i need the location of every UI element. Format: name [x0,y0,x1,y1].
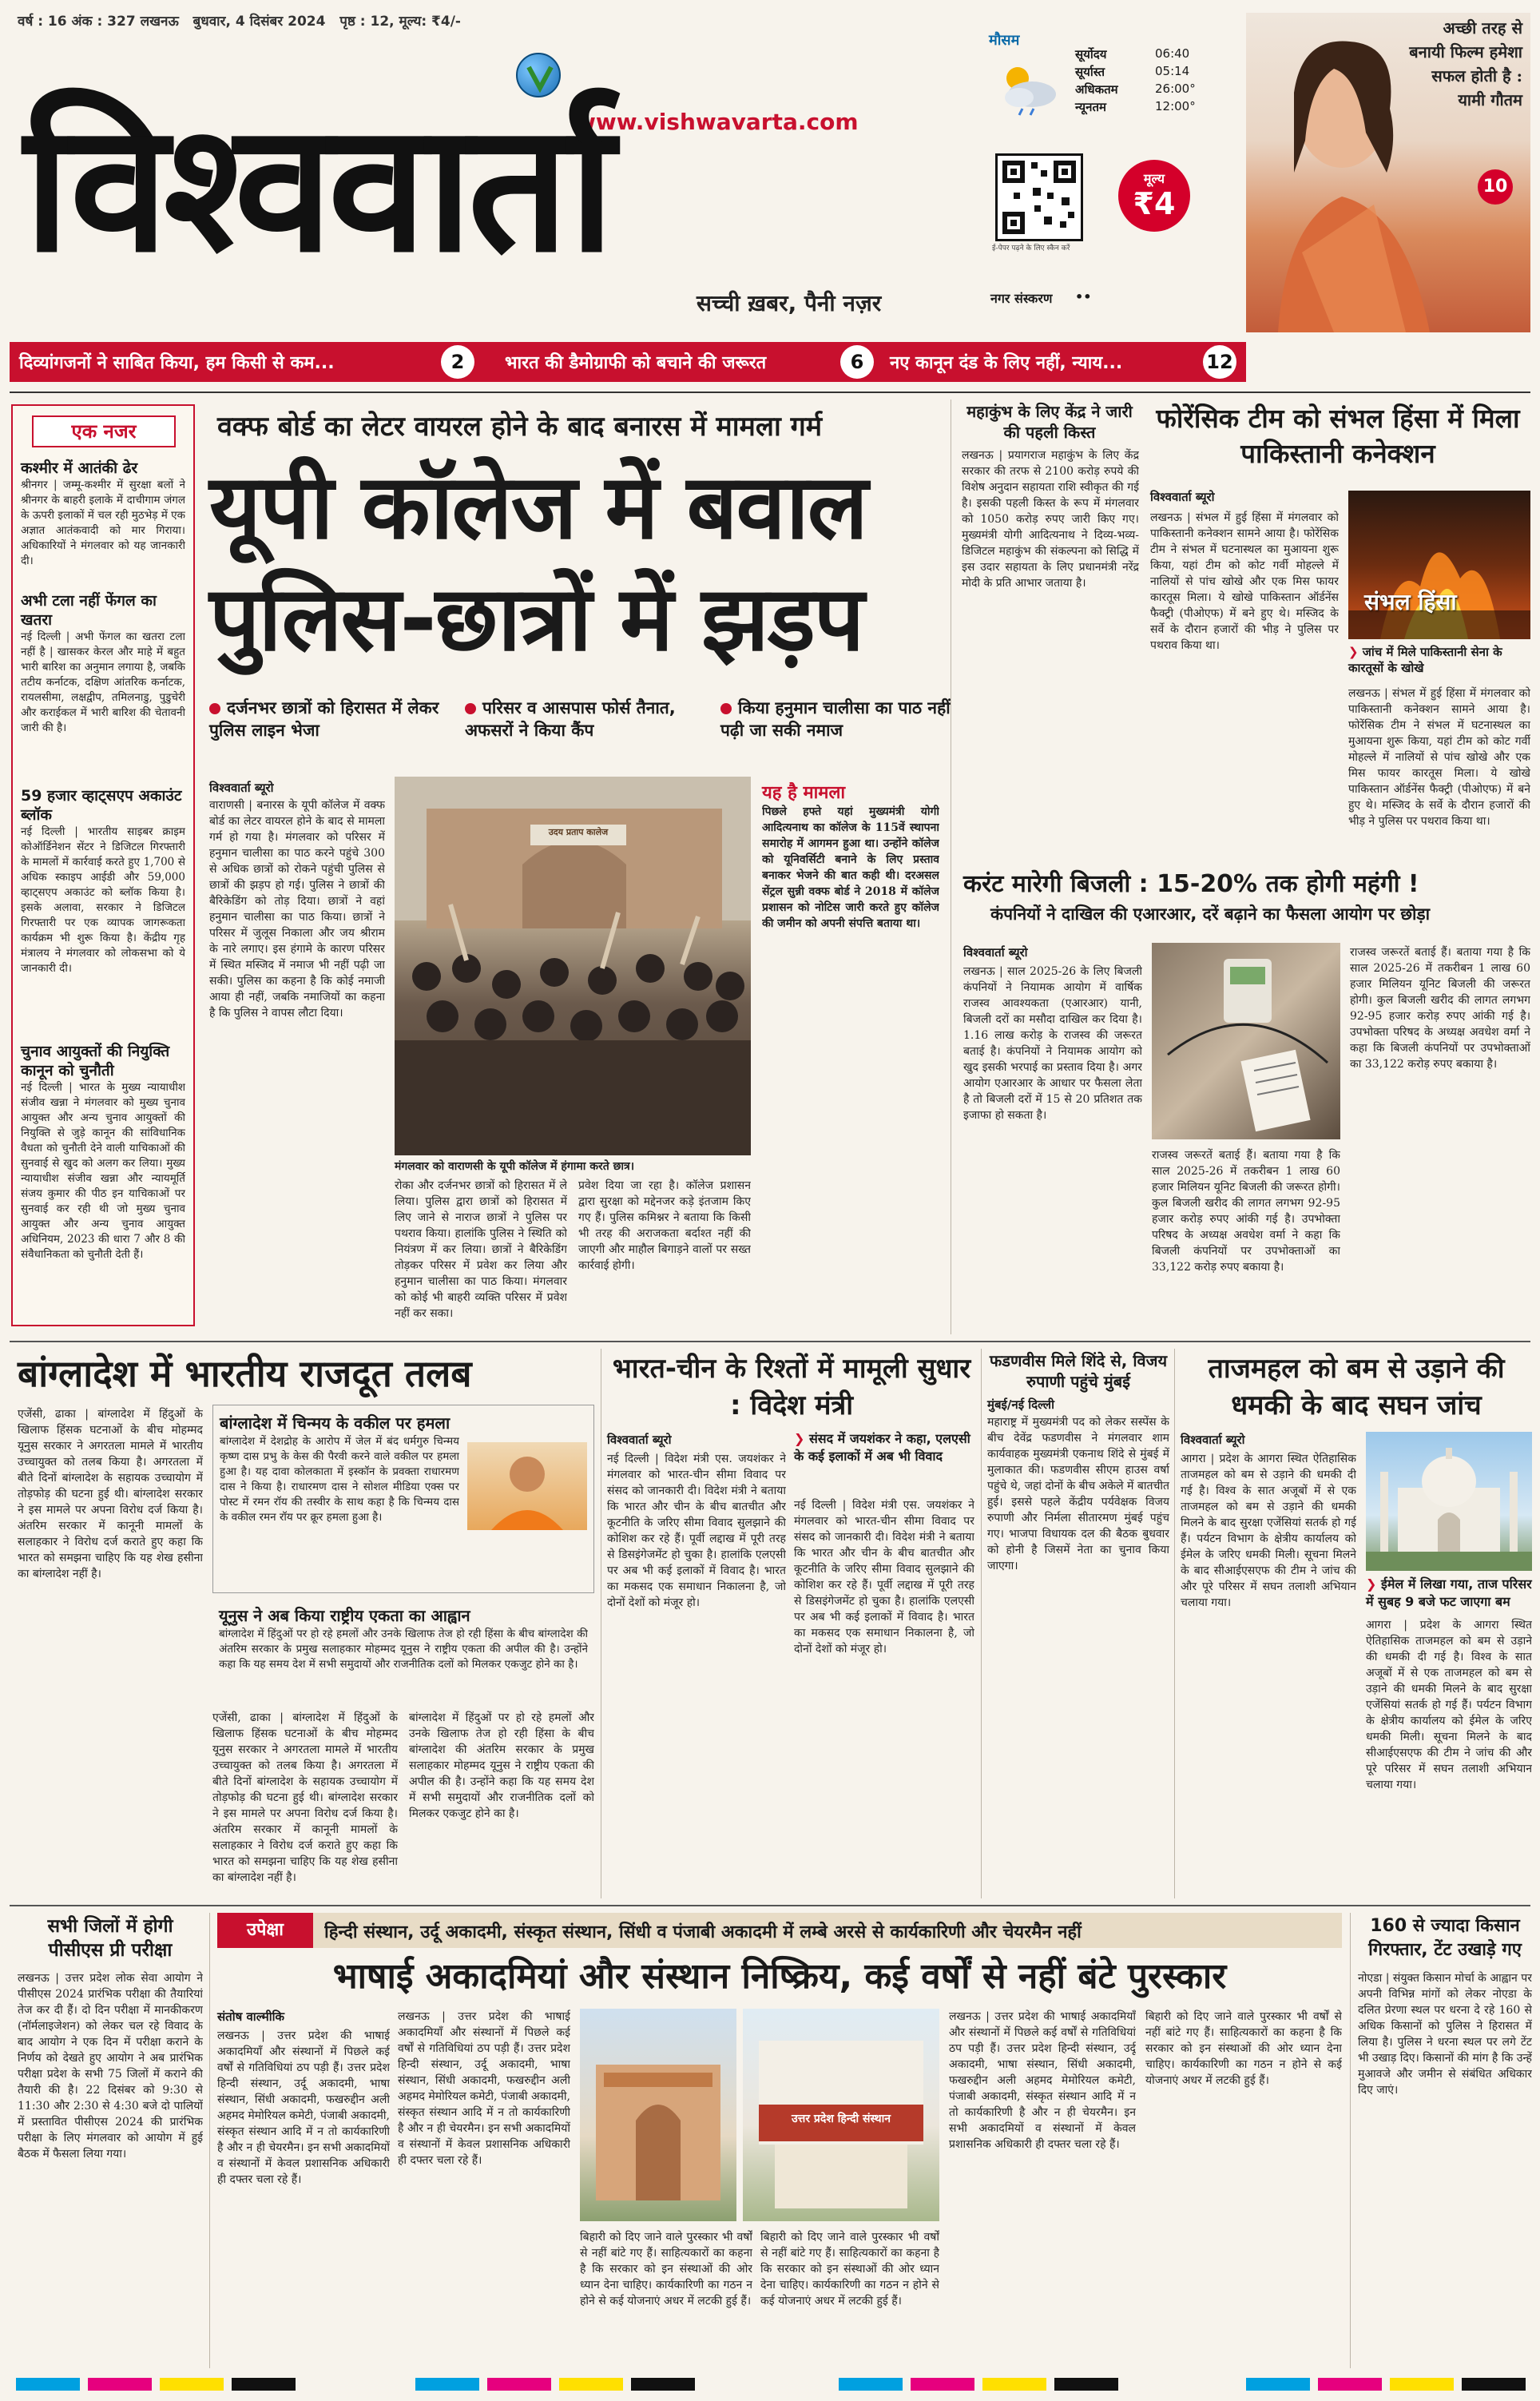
lead-bullets [209,692,960,769]
chinmay-photo[interactable] [467,1442,587,1530]
masthead [0,0,1540,336]
teaser-text[interactable]: भारत की डैमोग्राफी को बचाने की जरूरत [505,353,767,373]
story-subhead: कंपनियों ने दाखिल की एआरआर, दरें बढ़ाने का फैसला आयोग पर छोड़ा [990,904,1431,924]
divider [1174,1349,1175,1898]
story-byline: मुंबई/नई दिल्ली [987,1397,1054,1412]
weather-value: 06:40 [1155,46,1190,61]
lead-photo[interactable] [395,777,751,1155]
story-headline[interactable]: महाकुंभ के लिए केंद्र ने जारी की पहली किस्त [966,402,1133,442]
story-byline: विश्ववार्ता ब्यूरो [963,945,1028,960]
side-box-body: पिछले हफ्ते यहां मुख्यमंत्री योगी आदित्यनाथ का कॉलेज के 115वें स्थापना समारोह में आगमन हुआ था। उन्होंने कॉलेज को यूनिवर्सिटी बनाने के लिए प्रस्ताव बनाकर भेजने की बात कही थी। दरअसल सेंट्रल सुन्नी वक्फ बोर्ड ने 2018 में कॉलेज प्रशासन को नोटिस जारी करते हुए कॉलेज की जमीन को अपनी संपत्ति बताया था। [762,805,939,930]
story-byline: विश्ववार्ता ब्यूरो [1181,1433,1245,1447]
masthead-logo: विश्ववार्ता [24,85,610,292]
caret-icon: ❯ [794,1431,809,1446]
lead-photo-sign: उदय प्रताप कालेज [548,827,609,837]
story-body: लखनऊ | संभल में हुई हिंसा में मंगलवार को पाकिस्तानी कनेक्शन सामने आया है। फोरेंसिक टीम ने संभल में घटनास्थल का मुआयना शुरू किया, यहां टीम को कोट गर्वी मोहल्ले में नालियों से पांच खोखे और एक मिस फायर कारतूस मिला। ये खोखे पाकिस्तान ऑर्डनेंस फैक्ट्री (पीओएफ) में बने हुए थे। मस्जिद के सर्वे के दौरान हजारों की भीड़ ने पुलिस पर पथराव किया था। [1150,511,1339,652]
upeksha-banner [217,1913,1342,1948]
sub-story-headline[interactable]: बांग्लादेश में चिन्मय के वकील पर हमला [220,1413,450,1433]
story-body: लखनऊ | प्रयागराज महाकुंभ के लिए केंद्र सरकार की तरफ से 2100 करोड़ रुपये की विशेष अनुदान सहायता राशि स्वीकृत की गई है। इसकी पहली किस्त के रूप में मंगलवार को 1050 करोड़ रुपए जारी किए गए। मुख्यमंत्री योगी आदित्यनाथ ने दिव्य-भव्य-डिजिटल महाकुंभ की संकल्पना को सिद्धि में इस उदार सहायता के लिए प्रधानमंत्री नरेंद्र मोदी के प्रति आभार जताया है। [962,449,1139,590]
upeksha-label: उपेक्षा [217,1913,313,1948]
weather-title: मौसम [989,32,1020,49]
news-brief-body: नई दिल्ली | भारतीय साइबर क्राइम कोऑर्डिनेशन सेंटर ने डिजिटल गिरफ्तारी के मामलों में कार्रवाई करते हुए 1,700 से अधिक स्काइप आईडी और 59,000 व्हाट्सएप अकाउंट को ब्लॉक किया है। इसके अलावा, सरकार ने डिजिटल गिरफ्तारी पर एक व्यापक जागरूकता कार्यक्रम भी शुरू किया है। केंद्रीय गृह मंत्रालय ने मंगलवार को लोकसभा को ये जानकारी दी। [21,825,185,975]
story-body: बांग्लादेश में हिंदुओं पर हो रहे हमलों और उनके खिलाफ तेज हो रही हिंसा के बीच बांग्लादेश की अंतरिम सरकार के प्रमुख सलाहकार मोहम्मद यूनुस ने राष्ट्रीय एकता की अपील की है। उन्होंने कहा कि यह समय देश में सभी समुदायों और राजनीतिक दलों को मिलकर एकजुट होने का है। [409,1711,594,1820]
masthead-tagline: सच्ची ख़बर, पैनी नज़र [697,290,882,316]
story-headline[interactable]: फोरेंसिक टीम को संभल हिंसा में मिला पाकिस्तानी कनेक्शन [1156,403,1520,469]
weather-table [1075,46,1219,117]
story-body: लखनऊ | उत्तर प्रदेश की भाषाई अकादमियाँ और संस्थानों में पिछले कई वर्षों से गतिविधियां ठप पड़ी हैं। उत्तर प्रदेश हिन्दी संस्थान, उर्दू अकादमी, भाषा संस्थान, सिंधी अकादमी, फखरुद्दीन अली अहमद मेमोरियल कमेटी, पंजाबी अकादमी, संस्कृत संस्थान आदि में न तो कार्यकारिणी है और न ही चेयरमैन। इन सभी अकादमियों व संस्थानों में केवल प्रशासनिक अधिकारी ही दफ्तर चला रहे हैं। [217,2029,390,2186]
caption-text: जांच में मिले पाकिस्तानी सेना के कारतूसों के खोखे [1348,645,1502,675]
teaser-page[interactable]: 12 [1203,345,1236,379]
story-body: नोएडा | संयुक्त किसान मोर्चा के आह्वान पर अपनी विभिन्न मांगों को लेकर नोएडा के दलित प्रेरणा स्थल पर धरना दे रहे 160 से अधिक किसानों को पुलिस ने हिरासत में लिया है। पुलिस ने धरना स्थल पर लगे टेंट भी उखाड़ दिए। किसानों की मांग है कि उन्हें मुआवजे और जमीन से संबंधित अधिकार दिए जाएं। [1358,1972,1532,2097]
bangladesh-sub-box [212,1405,594,1593]
edition-label: नगर संस्करण [990,291,1053,306]
taj-photo[interactable] [1366,1432,1532,1571]
story-body: लखनऊ | उत्तर प्रदेश की भाषाई अकादमियाँ और संस्थानों में पिछले कई वर्षों से गतिविधियां ठप पड़ी हैं। उत्तर प्रदेश हिन्दी संस्थान, उर्दू अकादमी, भाषा संस्थान, सिंधी अकादमी, फखरुद्दीन अली अहमद मेमोरियल कमेटी, पंजाबी अकादमी, संस्कृत संस्थान आदि में न तो कार्यकारिणी है और न ही चेयरमैन। इन सभी अकादमियों व संस्थानों में केवल प्रशासनिक अधिकारी ही दफ्तर चला रहे हैं। [949,2010,1136,2151]
story-body: बिहारी को दिए जाने वाले पुरस्कार भी वर्षों से नहीं बांटे गए हैं। साहित्यकारों का कहना है कि सरकार को इन संस्थाओं की ओर ध्यान देना चाहिए। कार्यकारिणी का गठन न होने से कई योजनाएं अधर में लटकी हुई हैं। [760,2231,939,2308]
lead-headline[interactable]: यूपी कॉलेज में बवाल [209,455,867,559]
weather-cloud-icon [994,61,1061,117]
story-headline[interactable]: भारत-चीन के रिश्तों में मामूली सुधार : विदेश मंत्री [612,1353,971,1421]
sambhal-photo[interactable] [1348,491,1530,639]
divider [10,1905,1530,1906]
bullet-icon [465,703,476,714]
lead-bullet [465,697,705,741]
story-byline: विश्ववार्ता ब्यूरो [607,1433,672,1447]
upeksha-photo-sign: उत्तर प्रदेश हिन्दी संस्थान [791,2113,891,2125]
qr-code-icon[interactable] [995,153,1083,241]
story-body: नई दिल्ली | विदेश मंत्री एस. जयशंकर ने मंगलवार को भारत-चीन सीमा विवाद पर संसद को जानकारी दी। विदेश मंत्री ने बताया कि भारत और चीन के बीच बातचीत और कूटनीति के जरिए सीमा विवाद सुलझाने की कोशिश कर रहे हैं। पूर्वी लद्दाख में पूरी तरह से डिसइंगेजमेंट हो चुका है। हालांकि एलएसी पर अब भी कई इलाकों में विवाद है। भारत का मकसद एक समाधान निकालना है, जो दोनों देशों को मंजूर हो। [607,1453,786,1609]
edition-mark: •• [1075,289,1092,304]
price-value: ₹4 [1133,186,1176,221]
news-brief-headline[interactable]: 59 हजार व्हाट्सएप अकाउंट ब्लॉक [21,787,182,824]
lead-side-box [762,780,939,1331]
weather-label: सूर्यास्त [1075,65,1105,79]
lead-bullet-text: किया हनुमान चालीसा का पाठ नहीं पढ़ी जा सकी नमाज [720,698,951,740]
story-headline[interactable]: सभी जिलों में होगी पीसीएस प्री परीक्षा [47,1916,173,1961]
story-headline[interactable]: 160 से ज्यादा किसान गिरफ्तार, टेंट उखाड़े गए [1368,1916,1522,1960]
story-body: लखनऊ | उत्तर प्रदेश की भाषाई अकादमियाँ और संस्थानों में पिछले कई वर्षों से गतिविधियां ठप पड़ी हैं। उत्तर प्रदेश हिन्दी संस्थान, उर्दू अकादमी, भाषा संस्थान, सिंधी अकादमी, फखरुद्दीन अली अहमद मेमोरियल कमेटी, पंजाबी अकादमी, संस्कृत संस्थान आदि में न तो कार्यकारिणी है और न ही चेयरमैन। इन सभी अकादमियों व संस्थानों में केवल प्रशासनिक अधिकारी ही दफ्तर चला रहे हैं। [398,2010,570,2167]
lead-bullet [209,697,449,741]
story-body: लखनऊ | साल 2025-26 के लिए बिजली कंपनियों ने नियामक आयोग में वार्षिक राजस्व आवश्यकता (एआरआर) यानी, बिजली दरों का मसौदा दाखिल कर दिया है। 1.16 लाख करोड़ के राजस्व की जरूरत बताई है। कंपनियों ने नियामक आयोग को खुद इसकी भरपाई का प्रस्ताव दिया है। अगर आयोग एआरआर के आधार पर फैसला लेता है तो बिजली दरों में 15 से 20 प्रतिशत तक इजाफा हो सकता है। [963,965,1142,1122]
sambhal-photo-label: संभल हिंसा [1364,589,1457,615]
divider [10,392,1530,393]
teaser-page[interactable]: 2 [441,345,474,379]
caret-icon: ❯ [1348,645,1363,659]
taj-photo-caption [1366,1576,1532,1611]
story-body: आगरा | प्रदेश के आगरा स्थित ऐतिहासिक ताजमहल को बम से उड़ाने की धमकी दी गई है। विश्व के सात अजूबों में से एक ताजमहल को बम से उड़ाने की धमकी मिलने के बाद सुरक्षा एजेंसियां सतर्क हो गई हैं। पर्यटन विभाग के क्षेत्रीय कार्यालय को ईमेल के जरिए धमकी मिली। सूचना मिलने के बाद सीआईएसएफ की टीम ने जांच की और पूरे परिसर में सघन तलाशी अभियान चलाया गया। [1366,1619,1532,1791]
upeksha-photo-2[interactable] [743,2009,939,2221]
electricity-photo[interactable] [1152,943,1340,1139]
side-box-title: यह है मामला [762,783,846,803]
story-body: राजस्व जरूरतें बताई हैं। बताया गया है कि साल 2025-26 में तकरीबन 1 लाख 60 हजार मिलियन यूनिट बिजली की जरूरत होगी। कुल बिजली खरीद की लागत लगभग 92-95 हजार करोड़ रुपए आंकी गई है। उपभोक्ता परिषद के अध्यक्ष अवधेश वर्मा ने कहा कि बिजली कंपनियों पर उपभोक्ताओं का 33,122 करोड़ रुपए बकाया है। [1152,1149,1340,1274]
lead-headline[interactable]: पुलिस-छात्रों में झड़प [209,567,863,671]
teaser-page[interactable]: 6 [840,345,874,379]
bangladesh-sub-box-2 [212,1601,594,1705]
caption-text: ईमेल में लिखा गया, ताज परिसर में सुबह 9 बजे फट जाएगा बम [1366,1576,1532,1609]
sub-story-headline[interactable]: यूनुस ने अब किया राष्ट्रीय एकता का आह्वान [219,1606,470,1625]
lead-photo-caption: मंगलवार को वाराणसी के यूपी कॉलेज में हंगामा करते छात्र। [395,1160,635,1173]
price-badge [1118,160,1190,232]
story-body: महाराष्ट्र में मुख्यमंत्री पद को लेकर सस्पेंस के बीच देवेंद्र फडणवीस ने मंगलवार शाम कार्यवाहक मुख्यमंत्री एकनाथ शिंदे से मुंबई में मुलाकात की। फडणवीस सीएम हाउस वर्षा पहुंचे थे, जहां दोनों के बीच अकेले में बातचीत हुई। इससे पहले केंद्रीय पर्यवेक्षक विजय रुपाणी और निर्मला सीतारमण मुंबई पहुंच गए। भाजपा विधायक दल की बैठक बुधवार को होनी है जिसमें नेता का चुनाव किया जाएगा। [987,1416,1169,1572]
divider [209,1913,210,2368]
story-note [794,1430,974,1465]
news-brief-body: नई दिल्ली | अभी फेंगल का खतरा टला नहीं है | खासकर केरल और माहे में बहुत भारी बारिश का अनुमान लगाया है, जबकि तटीय कर्नाटक, दक्षिण आंतरिक कर्नाटक, रायलसीमा, लक्षद्वीप, तमिलनाडु, पुडुचेरी और कराईकल में भारी बारिश की चेतावनी जारी की है। [21,630,185,734]
story-body: बिहारी को दिए जाने वाले पुरस्कार भी वर्षों से नहीं बांटे गए हैं। साहित्यकारों का कहना है कि सरकार को इन संस्थाओं की ओर ध्यान देना चाहिए। कार्यकारिणी का गठन न होने से कई योजनाएं अधर में लटकी हुई हैं। [580,2231,752,2308]
qr-caption: ई-पेपर पढ़ने के लिए स्कैन करें [992,244,1070,252]
lead-bullet [720,697,960,741]
news-brief-body: नई दिल्ली | भारत के मुख्य न्यायाधीश संजीव खन्ना ने मंगलवार को मुख्य चुनाव आयुक्त और अन्य चुनाव आयुक्तों की नियुक्ति से जुड़े कानून की सांविधानिक वैधता को चुनौती देने वाली याचिकाओं की सुनवाई से खुद को अलग कर लिया। मुख्य न्यायाधीश संजीव खन्ना और न्यायमूर्ति संजय कुमार की पीठ इन याचिकाओं पर सुनवाई कर रही थी जो मुख्य चुनाव आयुक्त और अन्य चुनाव आयुक्त अधिनियम, 2023 की धारा 7 और 8 की संवैधानिकता को चुनौती देती हैं। [21,1081,185,1261]
story-headline[interactable]: बांग्लादेश में भारतीय राजदूत तलब [18,1352,472,1395]
note-text: संसद में जयशंकर ने कहा, एलएसी के कई इलाकों में अब भी विवाद [794,1431,970,1464]
sub-story-body: बांग्लादेश में हिंदुओं पर हो रहे हमलों और उनके खिलाफ तेज हो रही हिंसा के बीच बांग्लादेश की अंतरिम सरकार के प्रमुख सलाहकार मोहम्मद यूनुस ने राष्ट्रीय एकता की अपील की है। उन्होंने कहा कि यह समय देश में सभी समुदायों और राजनीतिक दलों को मिलकर एकजुट होने का है। [219,1628,588,1671]
story-body: एजेंसी, ढाका | बांग्लादेश में हिंदुओं के खिलाफ हिंसक घटनाओं के बीच मोहम्मद यूनुस सरकार ने अगरतला मामले में भारतीय उच्चायुक्त को तलब किया है। अगरतला में बीते दिनों बांग्लादेश के सहायक उच्चायोग में तोड़फोड़ की घटना हुई थी। बांग्लादेश सरकार ने इस मामले पर अपना विरोध दर्ज किया है। अंतरिम सरकार में कानूनी मामलों के सलाहकार ने विरोध दर्ज कराते हुए कहा कि भारत को समझना चाहिए कि यह शेख हसीना का बांग्लादेश नहीं है। [212,1711,398,1884]
story-body: लखनऊ | संभल में हुई हिंसा में मंगलवार को पाकिस्तानी कनेक्शन सामने आया है। फोरेंसिक टीम ने संभल में घटनास्थल का मुआयना शुरू किया, यहां टीम को कोट गर्वी मोहल्ले में नालियों से पांच खोखे और एक मिस फायर कारतूस मिला। ये खोखे पाकिस्तान ऑर्डनेंस फैक्ट्री (पीओएफ) में बने हुए थे। मस्जिद के सर्वे के दौरान हजारों की भीड़ ने पुलिस पर पथराव किया था। [1348,687,1530,828]
story-body: राजस्व जरूरतें बताई हैं। बताया गया है कि साल 2025-26 में तकरीबन 1 लाख 60 हजार मिलियन यूनिट बिजली की जरूरत होगी। कुल बिजली खरीद की लागत लगभग 92-95 हजार करोड़ रुपए आंकी गई है। उपभोक्ता परिषद के अध्यक्ष अवधेश वर्मा ने कहा कि बिजली कंपनियों पर उपभोक्ताओं का 33,122 करोड़ रुपए बकाया है। [1350,946,1530,1071]
weather-value: 05:14 [1155,64,1190,78]
story-byline: विश्ववार्ता ब्यूरो [1150,490,1215,504]
price-label: मूल्य [1143,171,1165,186]
story-body: बिहारी को दिए जाने वाले पुरस्कार भी वर्षों से नहीं बांटे गए हैं। साहित्यकारों का कहना है कि सरकार को इन संस्थाओं की ओर ध्यान देना चाहिए। कार्यकारिणी का गठन न होने से कई योजनाएं अधर में लटकी हुई हैं। [1145,2010,1342,2087]
bullet-icon [209,703,220,714]
upeksha-kicker: हिन्दी संस्थान, उर्दू अकादमी, संस्कृत संस्थान, सिंधी व पंजाबी अकादमी में लम्बे अरसे से कार्यकारिणी और चेयरमैन नहीं [324,1922,1082,1942]
bullet-icon [720,703,732,714]
lead-body: रोका और दर्जनभर छात्रों को हिरासत में ले लिया। पुलिस द्वारा छात्रों को हिरासत में लिए जाने से नाराज छात्रों ने पुलिस पर पथराव किया। हालांकि पुलिस ने स्थिति को नियंत्रण में कर लिया। छात्रों ने बैरिकेडिंग तोड़कर परिसर में प्रवेश कर लिया और हनुमान चालीसा का पाठ किया। मंगलवार को कोई भी बाहरी व्यक्ति परिसर में प्रवेश नहीं कर सका। [395,1179,567,1320]
divider [981,1349,982,1898]
weather-label: न्यूनतम [1075,100,1106,114]
masthead-url[interactable]: www.vishwavarta.com [575,109,859,135]
ek-nazar-title: एक नजर [32,415,176,447]
lead-kicker: वक्फ बोर्ड का लेटर वायरल होने के बाद बनारस में मामला गर्म [217,411,823,443]
ek-nazar-list [21,459,185,1320]
news-brief-headline[interactable]: अभी टला नहीं फेंगल का खतरा [21,592,157,629]
masthead-meta: वर्ष : 16 अंक : 327 लखनऊ बुधवार, 4 दिसंबर 2024 पृष्ठ : 12, मूल्य: ₹4/- [18,14,461,30]
weather-value: 26:00° [1155,81,1196,96]
story-body: आगरा | प्रदेश के आगरा स्थित ऐतिहासिक ताजमहल को बम से उड़ाने की धमकी दी गई है। विश्व के सात अजूबों में से एक ताजमहल को बम से उड़ाने की धमकी मिलने के बाद सुरक्षा एजेंसियां सतर्क हो गई हैं। पर्यटन विभाग के क्षेत्रीय कार्यालय को ईमेल के जरिए धमकी मिली। सूचना मिलने के बाद सीआईएसएफ की टीम ने जांच की और पूरे परिसर में सघन तलाशी अभियान चलाया गया। [1181,1453,1356,1609]
sambhal-photo-caption [1348,644,1530,676]
story-headline[interactable]: करंट मारेगी बिजली : 15-20% तक होगी महंगी ! [963,870,1419,898]
divider [10,1341,1530,1342]
teaser-bar [10,342,1246,382]
divider [1350,1913,1351,2368]
weather-box [989,30,1220,149]
teaser-text[interactable]: दिव्यांगजनों ने साबित किया, हम किसी से कम... [19,353,335,373]
weather-value: 12:00° [1155,99,1196,113]
news-brief-headline[interactable]: कश्मीर में आतंकी ढेर [21,459,138,477]
story-body: नई दिल्ली | विदेश मंत्री एस. जयशंकर ने मंगलवार को भारत-चीन सीमा विवाद पर संसद को जानकारी दी। विदेश मंत्री ने बताया कि भारत और चीन के बीच बातचीत और कूटनीति के जरिए सीमा विवाद सुलझाने की कोशिश कर रहे हैं। पूर्वी लद्दाख में पूरी तरह से डिसइंगेजमेंट हो चुका है। हालांकि एलएसी पर अब भी कई इलाकों में विवाद है। भारत का मकसद एक समाधान निकालना है, जो दोनों देशों को मंजूर हो। [794,1499,974,1656]
lead-byline: विश्ववार्ता ब्यूरो [209,781,274,795]
lead-bullet-text: दर्जनभर छात्रों को हिरासत में लेकर पुलिस लाइन भेजा [209,698,439,740]
lead-body: वाराणसी | बनारस के यूपी कॉलेज में वक्फ बोर्ड का लेटर वायरल होने के बाद से मामला गर्म हो गया है। मंगलवार को परिसर में हनुमान चालीसा का पाठ करने पहुंचे 300 से अधिक छात्रों को रोकने पहुंची पुलिस से छात्रों की झड़प हो गई। पुलिस ने छात्रों की बैरिकेडिंग को तोड़ दिया। छात्रों ने वहां हनुमान चालीसा का पाठ किया। छात्रों ने परिसर में जुलूस निकाला और जय श्रीराम के नारे लगाए। इस हंगामे के कारण परिसर में स्थित मस्जिद में नमाज भी नहीं पढ़ी जा सकी। पुलिस का कहना है कि कोई नमाजी आया ही नहीं, जबकि नमाजियों का कहना है कि पुलिस ने वापस लौटा दिया। [209,799,385,1020]
weather-label: सूर्योदय [1075,47,1107,62]
story-headline[interactable]: फडणवीस मिले शिंदे से, विजय रुपाणी पहुंचे मुंबई [989,1351,1168,1391]
story-headline[interactable]: भाषाई अकादमियां और संस्थान निष्क्रिय, कई वर्षों से नहीं बंटे पुरस्कार [332,1956,1227,1997]
ek-nazar-box [11,404,195,1326]
story-body: एजेंसी, ढाका | बांग्लादेश में हिंदुओं के खिलाफ हिंसक घटनाओं के बीच मोहम्मद यूनुस सरकार ने अगरतला मामले में भारतीय उच्चायुक्त को तलब किया है। अगरतला में बीते दिनों बांग्लादेश के सहायक उच्चायोग में तोड़फोड़ की घटना हुई थी। बांग्लादेश सरकार ने इस मामले पर अपना विरोध दर्ज किया है। अंतरिम सरकार में कानूनी मामलों के सलाहकार ने विरोध दर्ज कराते हुए कहा कि भारत को समझना चाहिए कि यह शेख हसीना का बांग्लादेश नहीं है। [18,1408,203,1580]
story-byline: संतोष वाल्मीकि [217,2009,285,2024]
story-body: लखनऊ | उत्तर प्रदेश लोक सेवा आयोग ने पीसीएस 2024 प्रारंभिक परीक्षा की तैयारियां तेज कर दी हैं। दो दिन परीक्षा में मानकीकरण (नॉर्मलाइजेशन) को लेकर चल रहे विवाद के बाद आयोग ने एक दिन में परीक्षा कराने के निर्णय को देखते हुए आयोग ने अब प्रारंभिक परीक्षा प्रदेश के सभी 75 जिलों में कराने की तैयारी की है। 22 दिसंबर को 9:30 से 11:30 और 2:30 से 4:30 बजे दो पालियों में प्रस्तावित पीसीएस 2024 की प्रारंभिक परीक्षा के लिए मंगलवार को आयोग में हुई बैठक में फैसला लिया गया। [18,1972,203,2161]
lead-bullet-text: परिसर व आसपास फोर्स तैनात, अफसरों ने किया कैंप [465,698,676,740]
teaser-text[interactable]: नए कानून दंड के लिए नहीं, न्याय... [890,353,1123,373]
weather-label: अधिकतम [1075,82,1118,97]
news-brief-headline[interactable]: चुनाव आयुक्तों की नियुक्ति कानून को चुनौती [21,1043,170,1079]
print-color-bar [0,2376,1540,2392]
lead-body: प्रवेश दिया जा रहा है। कॉलेज प्रशासन द्वारा सुरक्षा को मद्देनजर कड़े इंतजाम किए गए हैं। पुलिस कमिश्नर ने बताया कि किसी भी तरह की अराजकता बर्दाश्त नहीं की जाएगी और माहौल बिगाड़ने वालों पर सख्त कार्रवाई होगी। [578,1179,751,1272]
caret-icon: ❯ [1366,1576,1381,1592]
promo-page-badge[interactable]: 10 [1478,169,1513,205]
promo-text[interactable]: अच्छी तरह से बनायी फिल्म हमेशा सफल होती है : यामी गौतम [1409,18,1522,109]
sub-story-body: बांग्लादेश में देशद्रोह के आरोप में जेल में बंद धर्मगुरु चिन्मय कृष्ण दास प्रभु के केस की पैरवी करने वाले वकील पर हमला हुआ है। यह दावा कोलकाता में इस्कॉन के प्रवक्ता राधारमण दास ने किया है। राधारमण दास ने सोशल मीडिया एक्स पर पोस्ट में रमन रॉय की तस्वीर के साथ कहा है कि चिन्मय दास के वकील रमन रॉय पर क्रूर हमला हुआ है। [220,1435,459,1524]
news-brief-body: श्रीनगर | जम्मू-कश्मीर में सुरक्षा बलों ने श्रीनगर के बाहरी इलाके में दाचीगाम जंगल के ऊपरी इलाकों में चल रही मुठभेड़ में एक अज्ञात आतंकवादी को मार गिराया। अधिकारियों ने मंगलवार को यह जानकारी दी। [21,479,185,567]
upeksha-photo-1[interactable] [580,2009,736,2221]
story-headline[interactable]: ताजमहल को बम से उड़ाने की धमकी के बाद सघन जांच [1208,1353,1505,1421]
